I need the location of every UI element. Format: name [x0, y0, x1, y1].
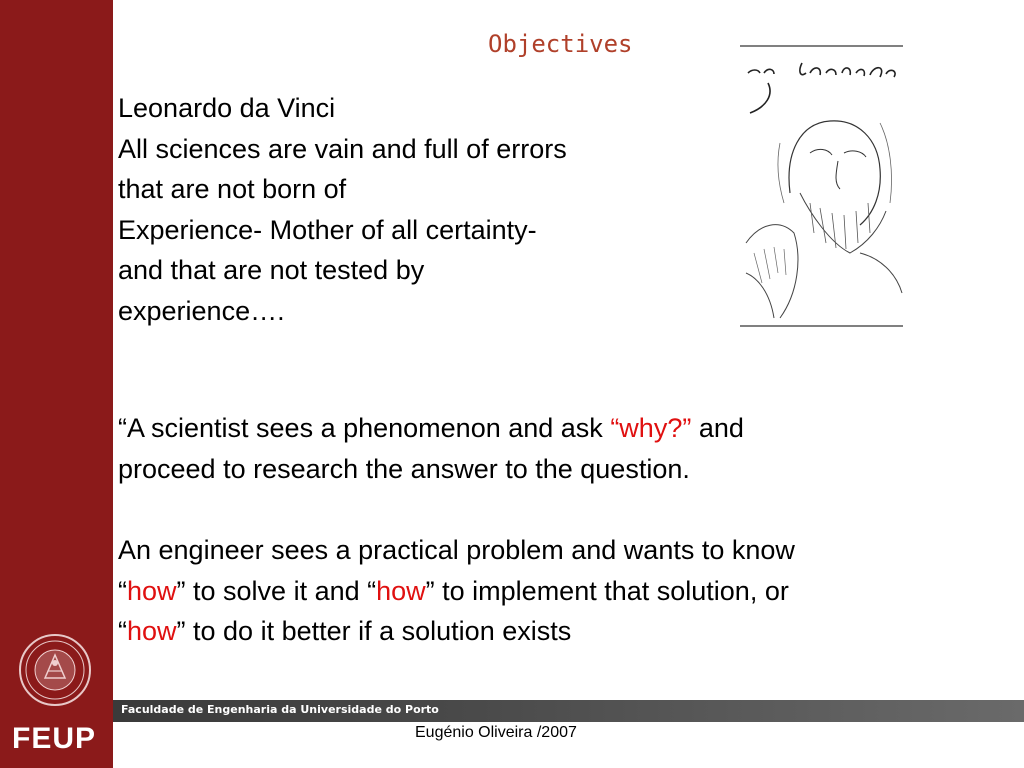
slide-title: Objectives	[488, 30, 633, 58]
faculty-name: Faculdade de Engenharia da Universidade do Porto	[121, 703, 439, 716]
quote-line: experience….	[118, 295, 285, 326]
leonardo-quote	[118, 88, 718, 331]
engineer-line-3	[118, 611, 1013, 652]
footer-band	[113, 700, 1024, 722]
quote-open: “	[118, 616, 127, 646]
engineer-text: ” to solve it and “	[176, 575, 377, 606]
quote-line: that are not born of	[118, 174, 347, 204]
quote-line: Leonardo da Vinci	[118, 93, 336, 123]
scientist-line-2: proceed to research the answer to the question.	[118, 453, 690, 484]
quote-line: Experience- Mother of all certainty-	[118, 214, 537, 245]
engineer-paragraph	[118, 530, 1013, 652]
how-emphasis: how	[127, 616, 177, 646]
scientist-line-1	[118, 408, 1013, 449]
feup-logo: FEUP	[12, 722, 97, 755]
scientist-text-1: “A scientist sees a phenomenon and ask	[118, 413, 611, 443]
how-emphasis: how	[127, 575, 177, 606]
sidebar-band	[0, 0, 113, 768]
university-seal-icon	[18, 633, 92, 707]
quote-line: All sciences are vain and full of errors	[118, 133, 567, 164]
why-emphasis: “why?”	[610, 413, 692, 443]
author-credit: Eugénio Oliveira /2007	[415, 724, 577, 741]
engineer-line-2	[118, 571, 1013, 612]
scientist-paragraph	[118, 408, 1013, 489]
leonardo-portrait-sketch	[740, 43, 903, 328]
engineer-text: ” to implement that solution, or	[425, 575, 789, 606]
quote-line: and that are not tested by	[118, 255, 425, 285]
how-emphasis: how	[376, 575, 426, 606]
scientist-text-2: and	[691, 413, 744, 443]
engineer-text: ” to do it better if a solution exists	[176, 616, 572, 646]
quote-open: “	[118, 575, 127, 606]
engineer-line-1: An engineer sees a practical problem and wants to know	[118, 535, 795, 565]
